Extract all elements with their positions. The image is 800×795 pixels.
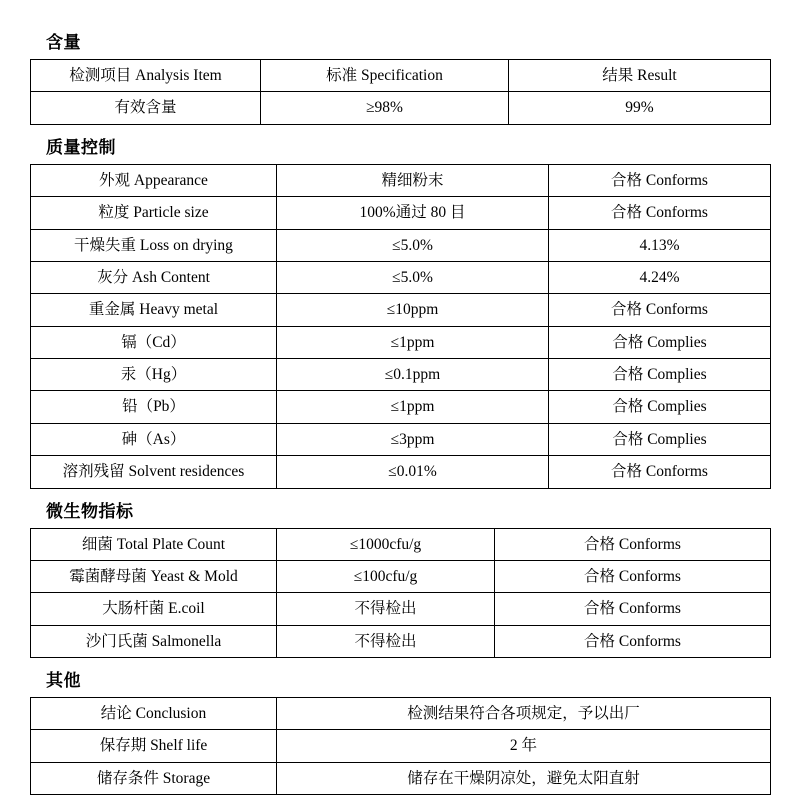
table-cell-result: 4.24% [549, 261, 771, 293]
table-cell-result: 合格 Conforms [495, 625, 771, 657]
table-cell-item: 有效含量 [31, 92, 261, 124]
table-row [31, 423, 771, 455]
table-row [31, 391, 771, 423]
table-header-cell: 结果 Result [509, 60, 771, 92]
table-cell-result: 合格 Conforms [495, 593, 771, 625]
table-cell-item: 灰分 Ash Content [31, 261, 277, 293]
table-cell-spec: ≥98% [261, 92, 509, 124]
table-cell-item: 干燥失重 Loss on drying [31, 229, 277, 261]
table-cell-item: 储存条件 Storage [31, 762, 277, 794]
section-microbiology [30, 497, 770, 659]
table-row [31, 294, 771, 326]
table-cell-spec: ≤10ppm [277, 294, 549, 326]
section-title-quality-control: 质量控制 [46, 137, 116, 157]
table-cell-result: 合格 Complies [549, 359, 771, 391]
table-cell-item: 铅（Pb） [31, 391, 277, 423]
table-row [31, 528, 771, 560]
table-cell-result: 合格 Conforms [495, 528, 771, 560]
table-row [31, 164, 771, 196]
section-title-microbiology: 微生物指标 [46, 501, 134, 521]
table-cell-item: 溶剂残留 Solvent residences [31, 456, 277, 488]
table-header-cell: 检测项目 Analysis Item [31, 60, 261, 92]
table-cell-item: 外观 Appearance [31, 164, 277, 196]
section-other [30, 666, 770, 795]
table-other [30, 697, 771, 795]
table-cell-result: 合格 Complies [549, 391, 771, 423]
table-cell-spec: ≤1ppm [277, 326, 549, 358]
table-row [31, 359, 771, 391]
table-cell-item: 大肠杆菌 E.coil [31, 593, 277, 625]
table-cell-item: 结论 Conclusion [31, 698, 277, 730]
table-row [31, 593, 771, 625]
section-title-content: 含量 [46, 33, 81, 52]
table-cell-spec: 精细粉末 [277, 164, 549, 196]
table-cell-item: 砷（As） [31, 423, 277, 455]
table-content [30, 59, 771, 125]
table-row [31, 92, 771, 124]
table-cell-spec: ≤100cfu/g [277, 560, 495, 592]
table-cell-result: 合格 Conforms [549, 294, 771, 326]
table-row [31, 560, 771, 592]
table-microbiology [30, 528, 771, 659]
table-cell-spec: ≤1ppm [277, 391, 549, 423]
section-content [30, 28, 770, 125]
table-header-cell: 标准 Specification [261, 60, 509, 92]
table-cell-result: 合格 Complies [549, 326, 771, 358]
table-cell-result: 99% [509, 92, 771, 124]
table-row [31, 698, 771, 730]
table-cell-item: 霉菌酵母菌 Yeast & Mold [31, 560, 277, 592]
section-quality-control [30, 133, 770, 489]
table-row [31, 60, 771, 92]
table-cell-item: 镉（Cd） [31, 326, 277, 358]
table-row [31, 326, 771, 358]
table-cell-result: 合格 Conforms [549, 164, 771, 196]
table-cell-value: 储存在干燥阴凉处，避免太阳直射 [277, 762, 771, 794]
table-cell-item: 重金属 Heavy metal [31, 294, 277, 326]
table-row [31, 229, 771, 261]
table-cell-result: 4.13% [549, 229, 771, 261]
table-cell-spec: ≤0.1ppm [277, 359, 549, 391]
table-row [31, 762, 771, 794]
table-cell-spec: ≤5.0% [277, 229, 549, 261]
table-cell-item: 沙门氏菌 Salmonella [31, 625, 277, 657]
table-cell-item: 粒度 Particle size [31, 197, 277, 229]
table-cell-result: 合格 Conforms [495, 560, 771, 592]
table-cell-result: 合格 Conforms [549, 456, 771, 488]
table-row [31, 197, 771, 229]
table-cell-result: 合格 Complies [549, 423, 771, 455]
section-title-other: 其他 [46, 671, 81, 690]
table-cell-result: 合格 Conforms [549, 197, 771, 229]
table-cell-value: 2 年 [277, 730, 771, 762]
table-cell-spec: 100%通过 80 目 [277, 197, 549, 229]
table-cell-spec: ≤0.01% [277, 456, 549, 488]
table-row [31, 456, 771, 488]
table-cell-spec: ≤3ppm [277, 423, 549, 455]
table-row [31, 261, 771, 293]
table-cell-spec: ≤1000cfu/g [277, 528, 495, 560]
table-cell-item: 保存期 Shelf life [31, 730, 277, 762]
table-row [31, 625, 771, 657]
table-quality-control [30, 164, 771, 489]
table-cell-spec: 不得检出 [277, 625, 495, 657]
table-cell-spec: 不得检出 [277, 593, 495, 625]
table-row [31, 730, 771, 762]
table-cell-spec: ≤5.0% [277, 261, 549, 293]
table-cell-value: 检测结果符合各项规定，予以出厂 [277, 698, 771, 730]
table-cell-item: 细菌 Total Plate Count [31, 528, 277, 560]
table-cell-item: 汞（Hg） [31, 359, 277, 391]
